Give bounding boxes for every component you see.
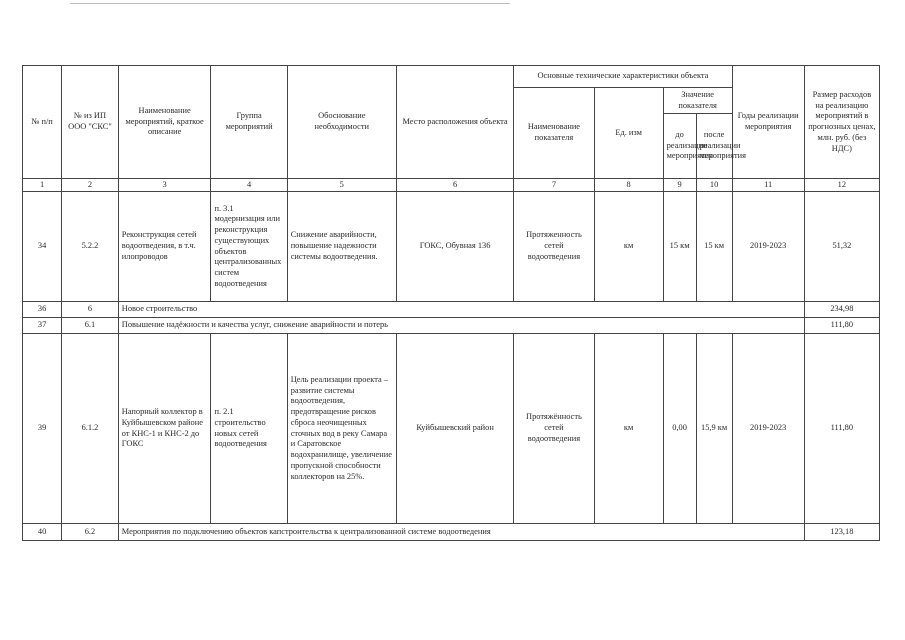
row-pp: 40 — [23, 524, 62, 541]
header-unit: Ед. изм — [594, 88, 663, 179]
row-group: п. 2.1 строительство новых сетей водоотведения — [211, 334, 287, 524]
top-rule — [70, 3, 510, 4]
header-before: до реализации мероприятия — [663, 114, 696, 179]
col-number: 1 — [23, 179, 62, 192]
row-pp: 37 — [23, 318, 62, 334]
header-place: Место расположения объекта — [396, 66, 513, 179]
row-group: п. 3.1 модернизация или реконструкция существующих объектов централизованных систем водоотведения — [211, 192, 287, 302]
row-ip: 6.1 — [62, 318, 119, 334]
header-cost: Размер расходов на реализацию мероприятий в прогнозных ценах, млн. руб. (без НДС) — [804, 66, 879, 179]
row-after: 15,9 км — [696, 334, 732, 524]
row-cost: 111,80 — [804, 318, 879, 334]
row-place: ГОКС, Обувная 136 — [396, 192, 513, 302]
col-number: 2 — [62, 179, 119, 192]
row-unit: км — [594, 192, 663, 302]
row-ip: 6.2 — [62, 524, 119, 541]
row-before: 15 км — [663, 192, 696, 302]
row-pp: 39 — [23, 334, 62, 524]
header-reason: Обоснование необходимости — [287, 66, 396, 179]
row-before: 0,00 — [663, 334, 696, 524]
row-cost: 123,18 — [804, 524, 879, 541]
table-row-40 — [23, 524, 880, 541]
header-after: после реализации мероприятия — [696, 114, 732, 179]
col-number: 7 — [514, 179, 594, 192]
header-group: Группа мероприятий — [211, 66, 287, 179]
table-row-34 — [23, 192, 880, 302]
table-row-39 — [23, 334, 880, 524]
row-indicator-name: Протяженность сетей водоотведения — [514, 192, 594, 302]
header-pp: № п/п — [23, 66, 62, 179]
row-after: 15 км — [696, 192, 732, 302]
header-indicator-name: Наименование показателя — [514, 88, 594, 179]
row-ip: 6 — [62, 302, 119, 318]
row-cost: 51,32 — [804, 192, 879, 302]
col-number: 9 — [663, 179, 696, 192]
col-number: 11 — [732, 179, 804, 192]
row-name: Напорный коллектор в Куйбышевском районе от КНС-1 и КНС-2 до ГОКС — [118, 334, 211, 524]
col-number: 8 — [594, 179, 663, 192]
row-unit: км — [594, 334, 663, 524]
column-numbers-row — [23, 179, 880, 192]
row-indicator-name: Протяжённость сетей водоотведения — [514, 334, 594, 524]
row-section-title: Мероприятия по подключению объектов капстроительства к централизованной системе водоотведения — [118, 524, 804, 541]
col-number: 3 — [118, 179, 211, 192]
row-ip: 5.2.2 — [62, 192, 119, 302]
row-cost: 111,80 — [804, 334, 879, 524]
header-row-1 — [23, 66, 880, 88]
row-years: 2019-2023 — [732, 334, 804, 524]
header-years: Годы реализации мероприятия — [732, 66, 804, 179]
row-section-title: Новое строительство — [118, 302, 804, 318]
row-name: Реконструкция сетей водоотведения, в т.ч. илопроводов — [118, 192, 211, 302]
investment-table — [22, 65, 880, 541]
col-number: 4 — [211, 179, 287, 192]
row-reason: Цель реализации проекта – развитие системы водоотведения, предотвращение рисков сброса неочищенных сточных вод в реку Самара и Саратовское водохранилище, увеличение пропускной способности коллекторов на 25%. — [287, 334, 396, 524]
col-number: 10 — [696, 179, 732, 192]
col-number: 6 — [396, 179, 513, 192]
header-name: Наименование мероприятий, краткое описание — [118, 66, 211, 179]
row-years: 2019-2023 — [732, 192, 804, 302]
col-number: 5 — [287, 179, 396, 192]
header-tech: Основные технические характеристики объекта — [514, 66, 732, 88]
row-section-title: Повышение надёжности и качества услуг, снижение аварийности и потерь — [118, 318, 804, 334]
table-row-37 — [23, 318, 880, 334]
row-pp: 36 — [23, 302, 62, 318]
header-ip: № из ИП ООО "СКС" — [62, 66, 119, 179]
table-row-36 — [23, 302, 880, 318]
row-pp: 34 — [23, 192, 62, 302]
row-place: Куйбышевский район — [396, 334, 513, 524]
col-number: 12 — [804, 179, 879, 192]
header-value: Значение показателя — [663, 88, 732, 114]
row-cost: 234,98 — [804, 302, 879, 318]
row-ip: 6.1.2 — [62, 334, 119, 524]
row-reason: Снижение аварийности, повышение надежности системы водоотведения. — [287, 192, 396, 302]
